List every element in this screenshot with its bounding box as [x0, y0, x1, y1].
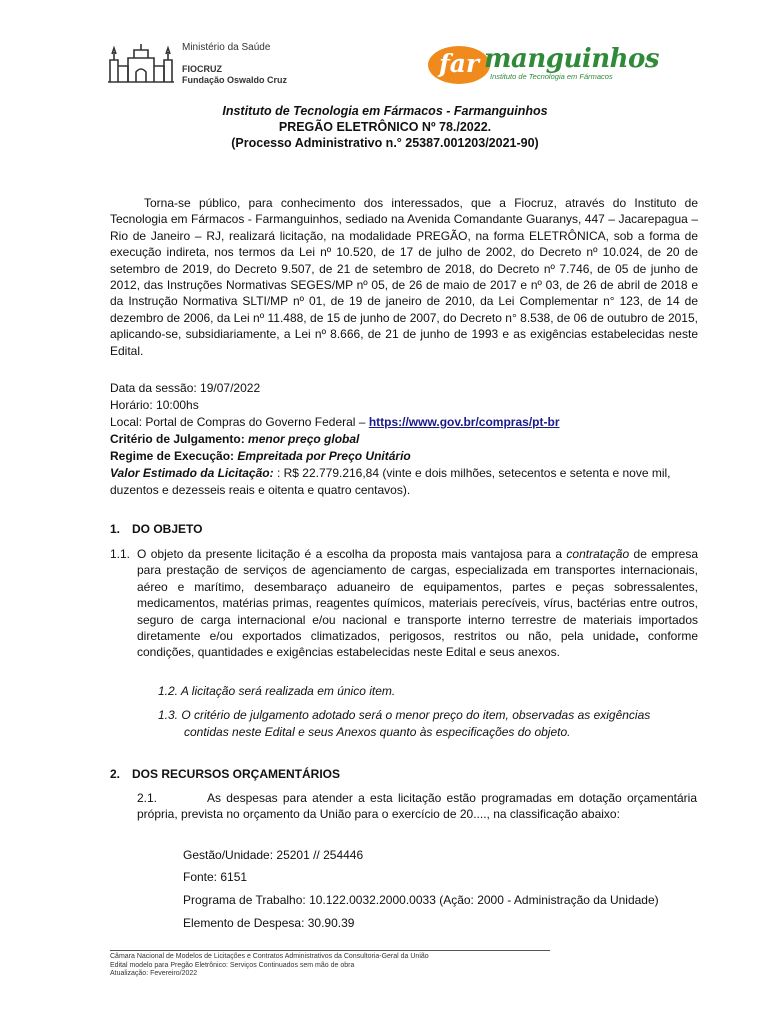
- logo-subtitle: Instituto de Tecnologia em Fármacos: [490, 72, 613, 81]
- item-1-3: [158, 707, 698, 741]
- section-1-number: 1.: [110, 522, 121, 536]
- title-pregao: PREGÃO ELETRÔNICO Nº 78./2022.: [278, 120, 492, 134]
- item-1-1-text-b: de empresa para prestação de serviços de agenciamento de cargas, especializada em transportes internacionais, aéreo e marítimo, desembaraço aduaneiro de equipamentos, partes e peças sobressalentes, medicamentos, matérias primas, reagentes químicos, materiais perecíveis, vírus, bactérias entre outros, seguro de carga internacional e/ou nacional e transporte interno terrestre de materiais importados diretamente e/ou exportados climatizados, perigosos, restritos ou não, pela unidade: [137, 547, 698, 644]
- valor-label: Valor Estimado da Licitação:: [110, 466, 274, 480]
- section-1-title: DO OBJETO: [132, 522, 203, 536]
- logo-manguinhos-text: manguinhos: [484, 44, 660, 74]
- regime-value: Empreitada por Preço Unitário: [237, 449, 411, 463]
- fundacao-name: Fundação Oswaldo Cruz: [182, 75, 288, 85]
- intro-text: Torna-se público, para conhecimento dos interessados, que a Fiocruz, através do Instituto de Tecnologia em Fármacos - Farmanguinhos, sediado na Avenida Comandante Guaranys, 447 – Jacarepagua – Rio de Janeiro – RJ, realizará licitação, na modalidade PREGÃO, na forma ELETRÔNICA, sob a forma de execução indireta, nos termos da Lei nº 10.520, de 17 de julho de 2002, do Decreto nº 10.024, de 20 de setembro de 2019, do Decreto 9.507, de 21 de setembro de 2018, do Decreto nº 7.746, de 05 de junho de 2012, das Instruções Normativas SEGES/MP nº 05, de 26 de maio de 2017 e nº 03, de 26 de abril de 2018 e da Instrução Normativa SLTI/MP nº 01, de 19 de janeiro de 2010, da Lei Complementar n° 123, de 14 de dezembro de 2006, da Lei nº 11.488, de 15 de junho de 2007, do Decreto n° 8.538, de 06 de outubro de 2015, aplicando-se, subsidiariamente, a Lei nº 8.666, de 21 de junho de 1993 e as exigências estabelecidas neste Edital.: [110, 196, 698, 358]
- elemento-despesa: Elemento de Despesa: 30.90.39: [183, 916, 355, 930]
- section-2-number: 2.: [110, 767, 121, 781]
- page-footer: [110, 953, 429, 979]
- item-1-2: [158, 683, 698, 700]
- fonte: Fonte: 6151: [183, 870, 248, 884]
- logo-far-mark: far: [428, 46, 490, 84]
- criterio-label: Critério de Julgamento:: [110, 432, 249, 446]
- section-2-title: DOS RECURSOS ORÇAMENTÁRIOS: [132, 767, 341, 781]
- location-label: Local: Portal de Compras do Governo Federal –: [110, 415, 369, 429]
- item-1-1: [110, 546, 698, 661]
- item-1-1-text-c: conforme condições, quantidades e exigências estabelecidas neste Edital e seus anexos.: [137, 629, 698, 660]
- criterio-julgamento: [110, 431, 700, 448]
- document-title: [0, 103, 770, 151]
- item-1-2-text: 1.2. A licitação será realizada em único item.: [158, 684, 396, 698]
- intro-paragraph: [110, 195, 698, 359]
- ministry-name: Ministério da Saúde: [182, 42, 271, 53]
- item-2-1-text: As despesas para atender a esta licitação estão programadas em dotação orçamentária própria, prevista no orçamento da União para o exercício de 20...., na classificação abaixo:: [137, 791, 697, 821]
- title-processo: (Processo Administrativo n.° 25387.001203/2021-90): [231, 136, 539, 150]
- footer-line-1: Câmara Nacional de Modelos de Licitações e Contratos Administrativos da Consultoria-Geral da União: [110, 953, 429, 960]
- section-2-heading: [110, 767, 340, 781]
- item-1-1-text-a: O objeto da presente licitação é a escolha da proposta mais vantajosa para a: [137, 547, 567, 561]
- criterio-value: menor preço global: [248, 432, 360, 446]
- session-info: [110, 380, 700, 499]
- programa-trabalho: Programa de Trabalho: 10.122.0032.2000.0033 (Ação: 2000 - Administração da Unidade): [183, 893, 659, 907]
- item-1-3-text: 1.3. O critério de julgamento adotado será o menor preço do item, observadas as exigências contidas neste Edital e seus Anexos quanto às especificações do objeto.: [158, 708, 651, 739]
- section-1-heading: [110, 522, 202, 536]
- title-institute: Instituto de Tecnologia em Fármacos - Farmanguinhos: [222, 104, 548, 118]
- regime-label: Regime de Execução:: [110, 449, 238, 463]
- fiocruz-castle-icon: [108, 42, 174, 84]
- farmanguinhos-logo: [428, 40, 668, 90]
- footer-line-2: Edital modelo para Pregão Eletrônico: Serviços Continuados sem mão de obra: [110, 961, 355, 969]
- gestao-unidade: Gestão/Unidade: 25201 // 254446: [183, 848, 364, 862]
- valor-text: : R$ 22.779.216,84 (vinte e dois milhões, setecentos e setenta e nove mil, duzentos e dezesseis reais e oitenta e quatro centavos).: [110, 466, 671, 497]
- item-1-1-comma: ,: [635, 629, 639, 644]
- footer-line-3: Atualização: Fevereiro/2022: [110, 970, 198, 977]
- session-date: Data da sessão: 19/07/2022: [110, 381, 261, 395]
- footer-divider: [110, 950, 550, 951]
- item-2-1-label: 2.1.: [137, 791, 158, 805]
- ministry-logo: [108, 40, 338, 86]
- item-1-1-emphasis: contratação: [566, 547, 630, 561]
- compras-link[interactable]: https://www.gov.br/compras/pt-br: [368, 415, 560, 429]
- session-location: [110, 414, 700, 431]
- fiocruz-name: FIOCRUZ: [182, 64, 222, 74]
- valor-estimado: [110, 465, 700, 499]
- item-2-1: [137, 790, 697, 822]
- item-1-1-label: 1.1.: [110, 547, 131, 561]
- regime-execucao: [110, 448, 700, 465]
- session-time: Horário: 10:00hs: [110, 398, 199, 412]
